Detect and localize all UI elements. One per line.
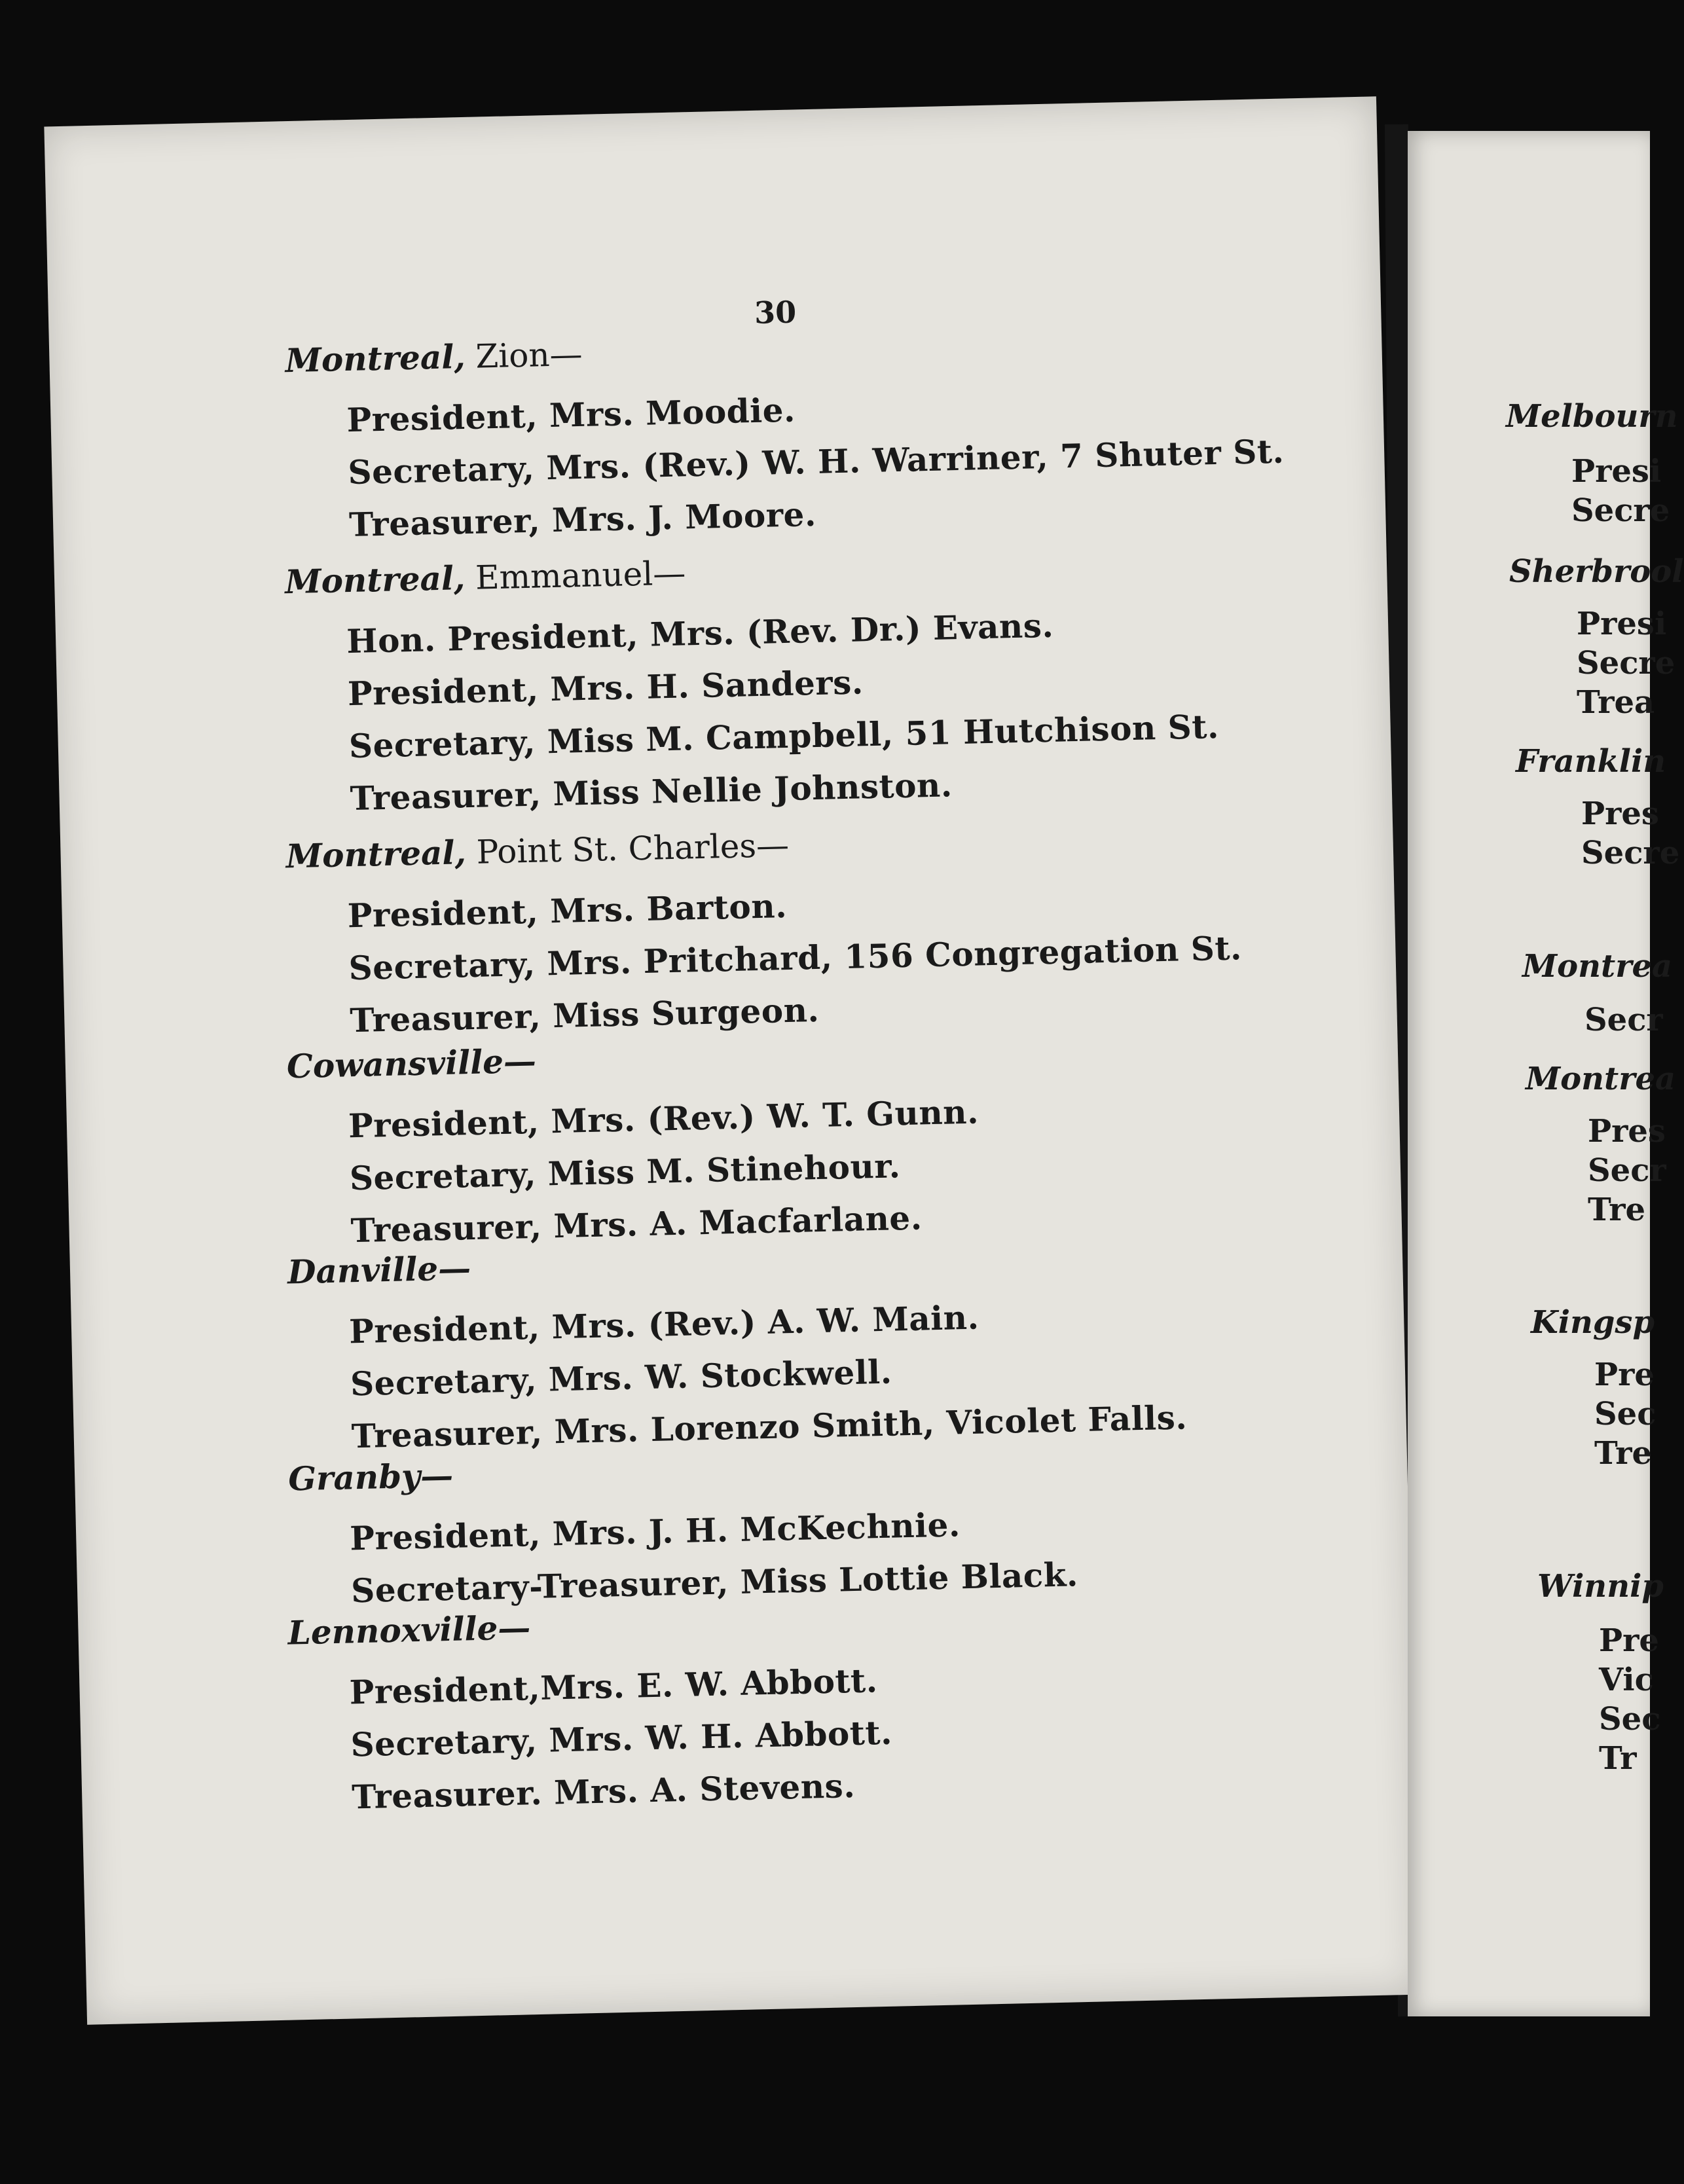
officer-entry: Treasurer. Mrs. A. Stevens. xyxy=(351,1766,856,1817)
officer-entry: President, Mrs. H. Sanders. xyxy=(347,663,864,714)
officer-entry: President, Mrs. (Rev.) W. T. Gunn. xyxy=(348,1092,979,1146)
branch-name: Zion— xyxy=(464,335,583,376)
section-heading xyxy=(285,312,1529,381)
right-entry: Pre xyxy=(1594,1356,1655,1393)
right-entry: Trea xyxy=(1577,684,1655,721)
officer-entry: President, Mrs. Moodie. xyxy=(346,390,796,440)
place-name: Montreal, xyxy=(284,337,466,380)
place-name: Danville— xyxy=(287,1248,471,1292)
right-entry: Tre xyxy=(1588,1192,1646,1228)
right-entry: Vic xyxy=(1599,1662,1654,1698)
branch-name: Point St. Charles— xyxy=(466,826,790,872)
section-danville xyxy=(287,1224,1535,1464)
right-entry: Sec xyxy=(1599,1701,1661,1738)
page-number: 30 xyxy=(754,294,797,331)
right-heading: Winnip xyxy=(1537,1568,1664,1605)
right-entry: Pre xyxy=(1599,1622,1659,1659)
officer-entry: Secretary, Mrs. (Rev.) W. H. Warriner, 7 Shuter St. xyxy=(347,431,1285,492)
place-name: Montreal, xyxy=(285,833,467,876)
officer-entry: President,Mrs. E. W. Abbott. xyxy=(349,1661,879,1712)
right-entry: Secr xyxy=(1588,1152,1666,1189)
right-entry: Tre xyxy=(1594,1435,1653,1472)
officer-entry: Treasurer, Miss Nellie Johnston. xyxy=(350,765,953,818)
right-heading: Melbourn xyxy=(1506,398,1678,435)
right-entry: Pres xyxy=(1588,1113,1666,1150)
officer-entry: Treasurer, Mrs. A. Macfarlane. xyxy=(350,1198,923,1250)
place-name: Montreal, xyxy=(284,558,466,602)
right-heading: Kingsp xyxy=(1531,1304,1655,1341)
section-lennoxville xyxy=(287,1585,1536,1825)
officer-entry: Treasurer, Miss Surgeon. xyxy=(349,990,820,1040)
officer-entry: Secretary-Treasurer, Miss Lottie Black. xyxy=(350,1555,1079,1611)
right-heading: Montrea xyxy=(1526,1061,1676,1097)
left-page xyxy=(44,96,1419,2024)
officer-entry: Hon. President, Mrs. (Rev. Dr.) Evans. xyxy=(346,606,1054,661)
right-entry: Sec xyxy=(1594,1396,1657,1432)
right-page-content xyxy=(1408,131,1684,2016)
officer-entry: Secretary, Mrs. Pritchard, 156 Congregation St. xyxy=(348,928,1243,988)
officer-entry: President, Mrs. J. H. McKechnie. xyxy=(349,1505,961,1558)
right-entry: Presi xyxy=(1571,453,1662,490)
right-heading: Montrea xyxy=(1522,948,1673,985)
officer-entry: Treasurer, Mrs. J. Moore. xyxy=(348,494,817,545)
place-name: Cowansville— xyxy=(286,1041,537,1086)
officer-entry: Secretary, Mrs. W. H. Abbott. xyxy=(350,1713,893,1764)
officer-entry: Treasurer, Mrs. Lorenzo Smith, Vicolet Falls. xyxy=(351,1398,1188,1456)
right-entry: Tr xyxy=(1599,1740,1637,1777)
right-heading: Sherbrool xyxy=(1509,553,1684,590)
section-cowansville xyxy=(286,1018,1535,1258)
right-entry: Presi xyxy=(1577,606,1667,642)
officer-entry: President, Mrs. Barton. xyxy=(347,886,788,936)
right-entry: Secre xyxy=(1577,645,1675,682)
right-page-cropped xyxy=(1408,131,1684,2016)
officer-entry: Secretary, Mrs. W. Stockwell. xyxy=(350,1352,893,1404)
officer-entry: President, Mrs. (Rev.) A. W. Main. xyxy=(348,1298,980,1351)
place-name: Granby— xyxy=(287,1455,454,1499)
officer-entry: Secretary, Miss M. Stinehour. xyxy=(349,1146,902,1198)
left-page-content xyxy=(44,96,1419,2024)
officer-entry: Secretary, Miss M. Campbell, 51 Hutchison St. xyxy=(348,706,1220,766)
right-entry: Secre xyxy=(1571,492,1670,529)
section-montreal-zion xyxy=(285,312,1533,553)
branch-name: Emmanuel— xyxy=(464,554,686,598)
place-name: Lennoxville— xyxy=(287,1608,531,1652)
right-entry: Secre xyxy=(1581,835,1680,871)
section-montreal-point-st-charles xyxy=(285,808,1534,1048)
right-entry: Pres xyxy=(1581,795,1659,832)
right-heading: Franklin xyxy=(1516,743,1666,780)
right-entry: Secr xyxy=(1584,1002,1663,1038)
section-montreal-emmanuel xyxy=(285,534,1535,826)
